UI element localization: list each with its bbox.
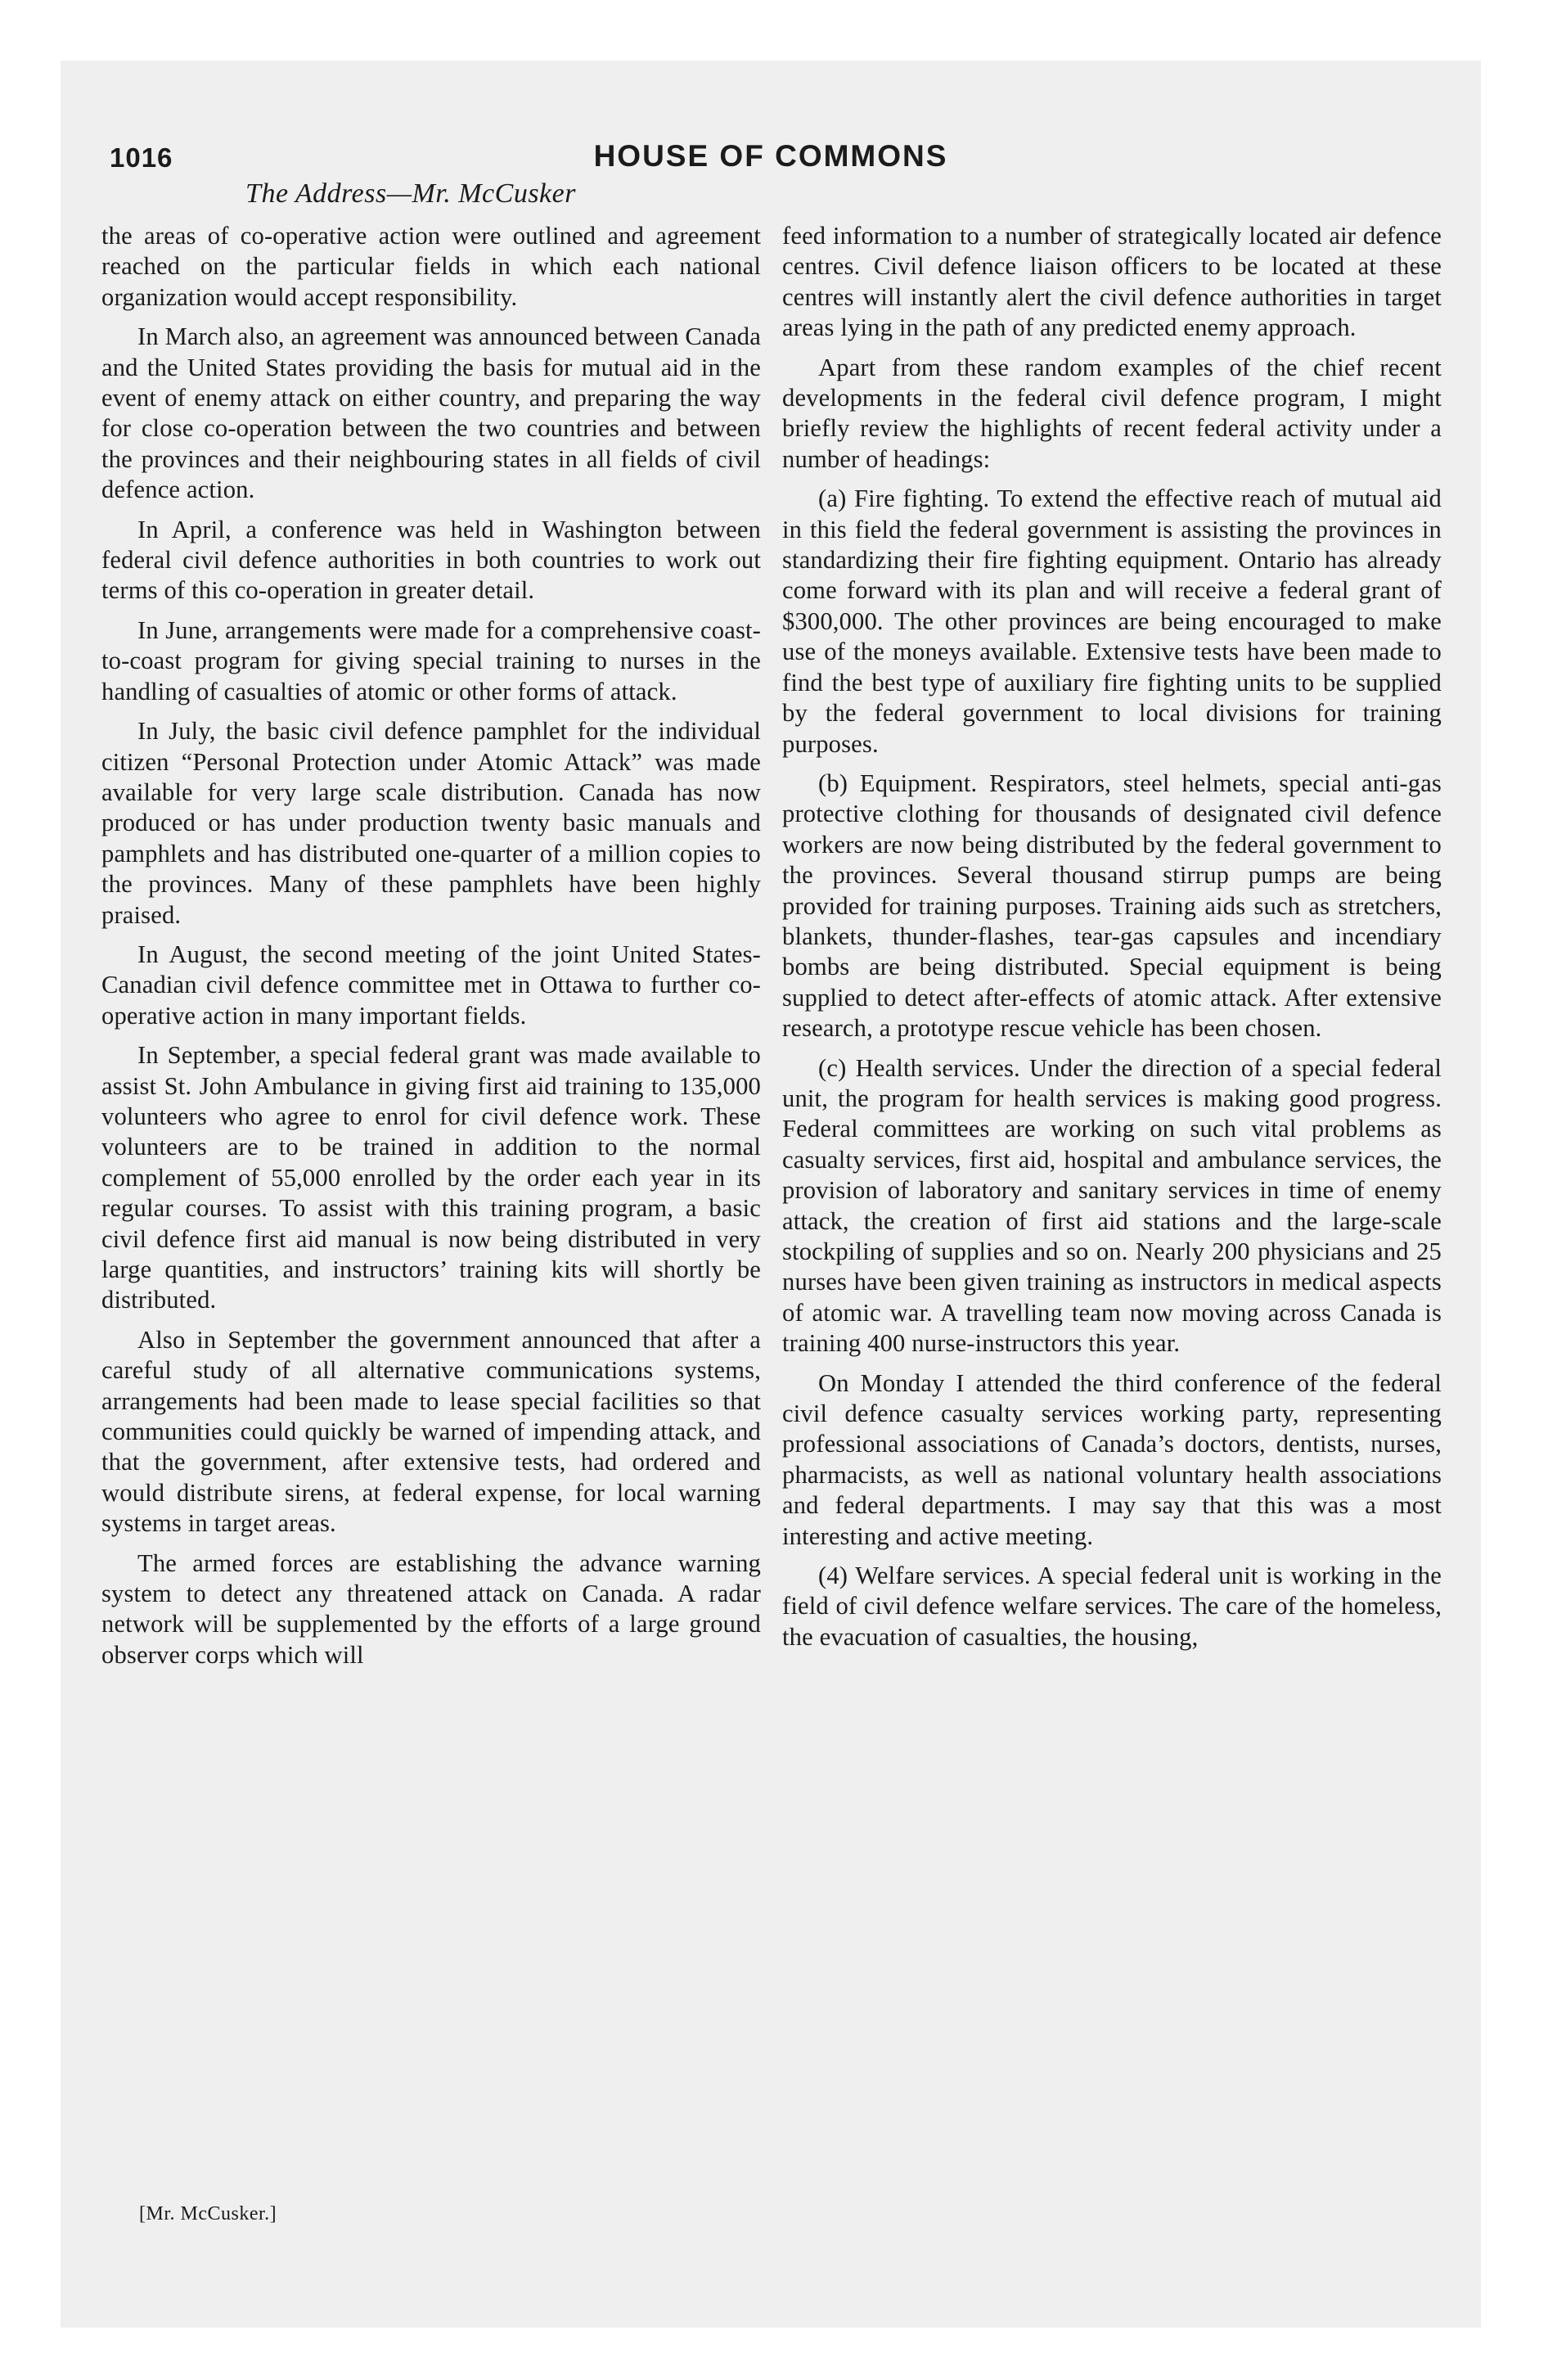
- paragraph: In July, the basic civil defence pamphlet for the individual citizen “Personal Protection under Atomic Attack” was made available for very large scale distribution. Canada has now produced or has under production twenty basic manuals and pamphlets and has distributed one-quarter of a million copies to the provinces. Many of these pamphlets have been highly praised.: [101, 717, 761, 929]
- paragraph: The armed forces are establishing the advance warning system to detect any threatened attack on Canada. A radar network will be supplemented by the efforts of a large ground observer corps which will: [101, 1548, 761, 1669]
- paragraph: (c) Health services. Under the direction of a special federal unit, the program for health services is making good progress. Federal committees are working on such vital problems as casualty services, first aid, hospital and ambulance services, the provision of laboratory and sanitary services in time of enemy attack, the creation of first aid stations and the large-scale stockpiling of supplies and so on. Nearly 200 physicians and 25 nurses have been given training as instructors in medical aspects of atomic war. A travelling team now moving across Canada is training 400 nurse-instructors this year.: [782, 1053, 1442, 1358]
- page-sheet: [61, 61, 1481, 2328]
- paragraph: (b) Equipment. Respirators, steel helmets, special anti-gas protective clothing for thousands of designated civil defence workers are now being distributed by the federal government to the provinces. Several thousand stirrup pumps are being provided for training purposes. Training aids such as stretchers, blankets, thunder-flashes, tear-gas capsules and incendiary bombs are being distributed. Special equipment is being supplied to detect after-effects of atomic attack. After extensive research, a prototype rescue vehicle has been chosen.: [782, 769, 1442, 1043]
- paragraph: feed information to a number of strategically located air defence centres. Civil defence liaison officers to be located at these centres will instantly alert the civil defence authorities in target areas lying in the path of any predicted enemy approach.: [782, 222, 1442, 342]
- paragraph: In March also, an agreement was announced between Canada and the United States providing the basis for mutual aid in the event of enemy attack on either country, and preparing the way for close co-operation between the two countries and between the provinces and their neighbouring states in all fields of civil defence action.: [101, 322, 761, 504]
- section-subhead: The Address—Mr. McCusker: [245, 178, 576, 209]
- paragraph: (a) Fire fighting. To extend the effective reach of mutual aid in this field the federal government is assisting the provinces in standardizing their fire fighting equipment. Ontario has already come forward with its plan and will receive a federal grant of $300,000. The other provinces are being encouraged to make use of the moneys available. Extensive tests have been made to find the best type of auxiliary fire fighting units to be supplied by the federal government to local divisions for training purposes.: [782, 485, 1442, 758]
- paragraph: In June, arrangements were made for a comprehensive coast-to-coast program for giving special training to nurses in the handling of casualties of atomic or other forms of attack.: [101, 615, 761, 705]
- page-number: 1016: [110, 142, 173, 173]
- paragraph: Also in September the government announced that after a careful study of all alternative communications systems, arrangements had been made to lease special facilities so that communities could quickly be warned of impending attack, and that the government, after extensive tests, had ordered and would distribute sirens, at federal expense, for local warning systems in target areas.: [101, 1325, 761, 1538]
- speaker-footnote: [Mr. McCusker.]: [139, 2203, 277, 2224]
- paragraph: In April, a conference was held in Washington between federal civil defence authorities in both countries to work out terms of this co-operation in greater detail.: [101, 515, 761, 605]
- paragraph: In August, the second meeting of the joint United States-Canadian civil defence committee met in Ottawa to further co-operative action in many important fields.: [101, 940, 761, 1030]
- paragraph: (4) Welfare services. A special federal unit is working in the field of civil defence welfare services. The care of the homeless, the evacuation of casualties, the housing,: [782, 1562, 1442, 1651]
- paragraph: In September, a special federal grant was made available to assist St. John Ambulance in giving first aid training to 135,000 volunteers who agree to enrol for civil defence work. These volunteers are to be trained in addition to the normal complement of 55,000 enrolled by the order each year in its regular courses. To assist with this training program, a basic civil defence first aid manual is now being distributed in very large quantities, and instructors’ training kits will shortly be distributed.: [101, 1041, 761, 1314]
- paragraph: Apart from these random examples of the chief recent developments in the federal civil defence program, I might briefly review the highlights of recent federal activity under a number of headings:: [782, 353, 1442, 473]
- left-column: [101, 221, 761, 1670]
- running-title: HOUSE OF COMMONS: [593, 139, 948, 173]
- right-column: [782, 221, 1442, 1652]
- paragraph: On Monday I attended the third conference of the federal civil defence casualty services working party, representing professional associations of Canada’s doctors, dentists, nurses, pharmacists, as well as national voluntary health associations and federal departments. I may say that this was a most interesting and active meeting.: [782, 1368, 1442, 1550]
- paragraph: the areas of co-operative action were outlined and agreement reached on the particular fields in which each national organization would accept responsibility.: [101, 222, 761, 311]
